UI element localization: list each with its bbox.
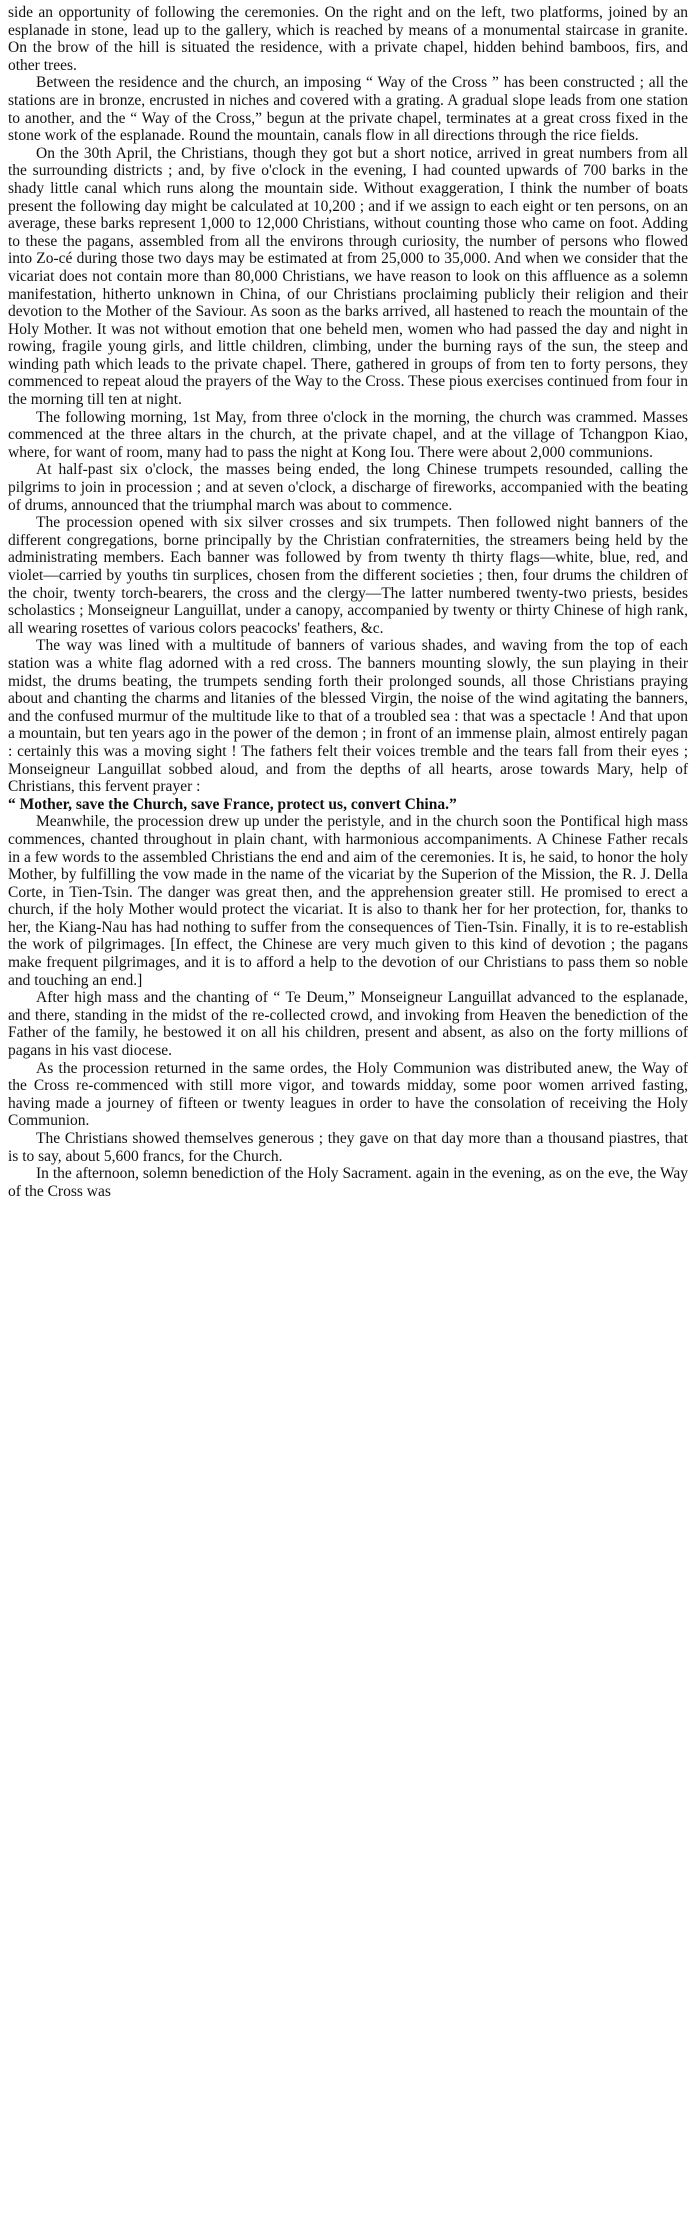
paragraph-5: At half-past six o'clock, the masses being ended, the long Chinese trumpets resounded, calling the pilgrims to join in procession ; and at seven o'clock, a discharge of fireworks, accompanied with the beating of drums, announced that the triumphal march was about to commence. [8, 461, 688, 514]
paragraph-6: The procession opened with six silver crosses and six trumpets. Then followed night banners of the different congregations, borne principally by the Christian confraternities, the streamers being held by the administrating members. Each banner was followed by from twenty th thirty flags—white, blue, red, and violet—carried by youths tin surplices, chosen from the different societies ; then, four drums the children of the choir, twenty torch-bearers, the cross and the clergy—The latter numbered twenty-two priests, besides scholastics ; Monseigneur Languillat, under a canopy, accompanied by twenty or thirty Chinese of high rank, all wearing rosettes of various colors peacocks' feathers, &c. [8, 514, 688, 637]
paragraph-12: The Christians showed themselves generous ; they gave on that day more than a thousand piastres, that is to say, about 5,600 francs, for the Church. [8, 1130, 688, 1165]
paragraph-10: After high mass and the chanting of “ Te Deum,” Monseigneur Languillat advanced to the esplanade, and there, standing in the midst of the re-collected crowd, and invoking from Heaven the benediction of the Father of the family, he bestowed it on all his children, present and absent, as also on the forty millions of pagans in his vast diocese. [8, 989, 688, 1060]
paragraph-7: The way was lined with a multitude of banners of various shades, and waving from the top of each station was a white flag adorned with a red cross. The banners mounting slowly, the sun playing in their midst, the drums beating, the trumpets sending forth their prolonged sounds, all those Christians praying about and chanting the charms and litanies of the blessed Virgin, the noise of the wind agitating the banners, and the confused murmur of the multitude like to that of a troubled sea : that was a spectacle ! And that upon a mountain, but ten years ago in the power of the demon ; in front of an immense plain, almost entirely pagan : certainly this was a moving sight ! The fathers felt their voices tremble and the tears fall from their eyes ; Monseigneur Languillat sobbed aloud, and from the depths of all hearts, arose towards Mary, help of Christians, this fervent prayer : [8, 637, 688, 796]
paragraph-13: In the afternoon, solemn benediction of the Holy Sacrament. again in the evening, as on the eve, the Way of the Cross was [8, 1165, 688, 1200]
paragraph-1: side an opportunity of following the ceremonies. On the right and on the left, two platforms, joined by an esplanade in stone, lead up to the gallery, which is reached by means of a monumental staircase in granite. On the brow of the hill is situated the residence, with a private chapel, hidden behind bamboos, firs, and other trees. [8, 4, 688, 74]
paragraph-11: As the procession returned in the same ordes, the Holy Communion was distributed anew, the Way of the Cross re-commenced with still more vigor, and towards midday, some poor women arrived fasting, having made a journey of fifteen or twenty leagues in order to have the consolation of receiving the Holy Communion. [8, 1059, 688, 1130]
paragraph-2: Between the residence and the church, an imposing “ Way of the Cross ” has been constructed ; all the stations are in bronze, encrusted in niches and covered with a grating. A gradual slope leads from one station to another, and the “ Way of the Cross,” begun at the private chapel, terminates at a great cross fixed in the stone work of the esplanade. Round the mountain, canals flow in all directions through the rice fields. [8, 74, 688, 145]
prayer-line: “ Mother, save the Church, save France, protect us, convert China.” [8, 795, 457, 813]
paragraph-4: The following morning, 1st May, from three o'clock in the morning, the church was crammed. Masses commenced at the three altars in the church, at the private chapel, and at the village of Tchangpon Kiao, where, for want of room, many had to pass the night at Kong Iou. There were about 2,000 communions. [8, 408, 688, 461]
paragraph-9: Meanwhile, the procession drew up under the peristyle, and in the church soon the Pontifical high mass commences, chanted throughout in plain chant, with harmonious accompaniments. A Chinese Father recals in a few words to the assembled Christians the end and aim of the ceremonies. It is, he said, to honor the holy Mother, by fulfilling the vow made in the name of the vicariat by the Superion of the Mission, the R. J. Della Corte, in Tien-Tsin. The danger was great then, and the apprehension greater still. He promised to erect a church, if the holy Mother would protect the vicariat. It is also to thank her for her protection, for, thanks to her, the Kiang-Nau has had nothing to suffer from the consequences of Tien-Tsin. Finally, it is to re-establish the work of pilgrimages. [In effect, the Chinese are very much given to this kind of devotion ; the pagans make frequent pilgrimages, and it is to afford a help to the devotion of our Christians to pass them so noble and touching an end.] [8, 813, 688, 989]
paragraph-3: On the 30th April, the Christians, though they got but a short notice, arrived in great numbers from all the surrounding districts ; and, by five o'clock in the evening, I had counted upwards of 700 barks in the shady little canal which runs along the mountain side. Without exaggeration, I think the number of boats present the following day might be calculated at 10,200 ; and if we assign to each eight or ten persons, on an average, these barks represent 1,000 to 12,000 Christians, without counting those who came on foot. Adding to these the pagans, assembled from all the environs through curiosity, the number of persons who flowed into Zo-cé during those two days may be estimated at from 25,000 to 35,000. And when we consider that the vicariat does not contain more than 80,000 Christians, we have reason to look on this affluence as a solemn manifestation, hitherto unknown in China, of our Christians proclaiming publicly their religion and their devotion to the Mother of the Saviour. As soon as the barks arrived, all hastened to reach the mountain of the Holy Mother. It was not without emotion that one beheld men, women who had passed the day and night in rowing, fragile young girls, and little children, climbing, under the burning rays of the sun, the steep and winding path which leads to the private chapel. There, gathered in groups of from ten to forty persons, they commenced to repeat aloud the prayers of the Way to the Cross. These pious exercises continued from four in the morning till ten at night. [8, 144, 688, 409]
